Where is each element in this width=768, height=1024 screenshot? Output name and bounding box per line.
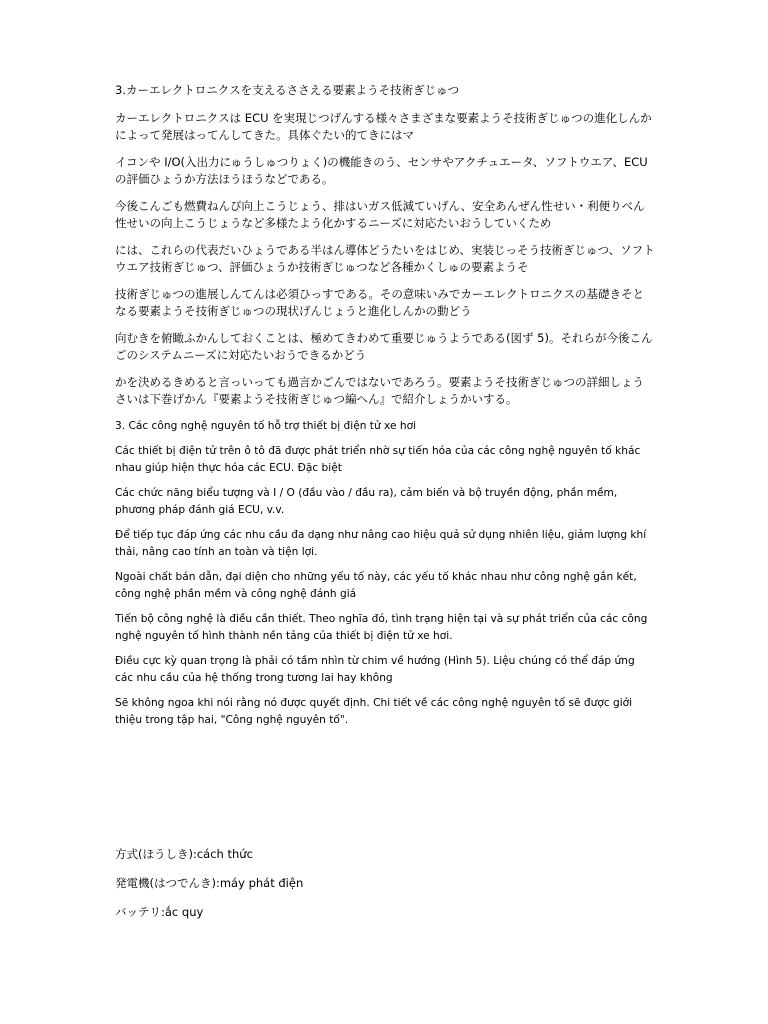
glossary-term: 方式(ほうしき): bbox=[115, 847, 197, 861]
japanese-paragraph: には、これらの代表だいひょうである半はん導体どうたいをはじめ、実装じっそう技術ぎじゅつ、ソフトウエア技術ぎじゅつ、評価ひょうか技術ぎじゅつなど各種かくしゅの要素ようそ bbox=[115, 243, 655, 274]
glossary-meaning: cách thức bbox=[196, 847, 253, 861]
glossary-term: 発電機(はつでんき): bbox=[115, 876, 220, 890]
glossary-item bbox=[115, 904, 655, 921]
japanese-paragraph: カーエレクトロニクスは ECU を実現じつげんする様々さまざまな要素ようそ技術ぎじゅつの進化しんかによって発展はってんしてきた。具体ぐたい的てきにはマ bbox=[115, 111, 652, 142]
vietnamese-paragraph: Tiến bộ công nghệ là điều cần thiết. Theo nghĩa đó, tình trạng hiện tại và sự phát triển của các công nghệ nguyên tố hình thành nền tảng của thiết bị điện tử xe hơi. bbox=[115, 613, 648, 642]
vietnamese-paragraph: Các thiết bị điện tử trên ô tô đã được phát triển nhờ sự tiến hóa của các công nghệ nguyên tố khác nhau giúp hiện thực hóa các ECU. Đặc biệt bbox=[115, 445, 641, 474]
japanese-paragraph: 技術ぎじゅつの進展しんてんは必須ひっすである。その意味いみでカーエレクトロニクスの基礎きそとなる要素ようそ技術ぎじゅつの現状げんじょうと進化しんかの動どう bbox=[115, 287, 644, 318]
vietnamese-paragraph: Sẽ không ngoa khi nói rằng nó được quyết định. Chi tiết về các công nghệ nguyên tố sẽ được giới thiệu trong tập hai, "Công nghệ nguyên tố". bbox=[115, 697, 633, 726]
japanese-paragraph: イコンや I/O(入出力にゅうしゅつりょく)の機能きのう、センサやアクチュエータ、ソフトウエア、ECU の評価ひょうか方法ほうほうなどである。 bbox=[115, 155, 648, 186]
japanese-heading: 3.カーエレクトロニクスを支えるささえる要素ようそ技術ぎじゅつ bbox=[115, 83, 460, 97]
japanese-paragraph: 向むきを俯瞰ふかんしておくことは、極めてきわめて重要じゅうようである(図ず 5)。それらが今後こんごのシステムニーズに対応たいおうできるかどう bbox=[115, 331, 653, 362]
japanese-section bbox=[115, 82, 655, 408]
japanese-paragraph: 今後こんごも燃費ねんぴ向上こうじょう、排はいガス低減ていげん、安全あんぜん性せい・利便りべん性せいの向上こうじょうなど多様たよう化かするニーズに対応たいおうしていくため bbox=[115, 199, 645, 230]
document-body bbox=[115, 82, 655, 737]
vietnamese-paragraph: Điều cực kỳ quan trọng là phải có tầm nhìn từ chim về hướng (Hình 5). Liệu chúng có thể đáp ứng các nhu cầu của hệ thống trong tương lai hay không bbox=[115, 655, 635, 684]
vietnamese-paragraph: Để tiếp tục đáp ứng các nhu cầu đa dạng như nâng cao hiệu quả sử dụng nhiên liệu, giảm lượng khí thải, nâng cao tính an toàn và tiện lợi. bbox=[115, 529, 647, 558]
japanese-paragraph: かを決めるきめると言っいっても過言かごんではないであろう。要素ようそ技術ぎじゅつの詳細しょうさいは下巻げかん『要素ようそ技術ぎじゅつ編へん』で紹介しょうかいする。 bbox=[115, 375, 644, 406]
glossary-item bbox=[115, 846, 655, 863]
glossary-term: バッテリ: bbox=[115, 905, 165, 919]
vietnamese-paragraph: Ngoài chất bán dẫn, đại diện cho những yếu tố này, các yếu tố khác nhau như công nghệ gắn kết, công nghệ phần mềm và công nghệ đánh giá bbox=[115, 571, 637, 600]
glossary-item bbox=[115, 875, 655, 892]
vietnamese-heading: 3. Các công nghệ nguyên tố hỗ trợ thiết bị điện tử xe hơi bbox=[115, 420, 417, 432]
vietnamese-section bbox=[115, 418, 655, 729]
vietnamese-paragraph: Các chức năng biểu tượng và I / O (đầu vào / đầu ra), cảm biến và bộ truyền động, phần mềm, phương pháp đánh giá ECU, v.v. bbox=[115, 487, 618, 516]
glossary-meaning: ắc quy bbox=[164, 905, 204, 919]
glossary-meaning: máy phát điện bbox=[219, 876, 304, 890]
glossary bbox=[115, 846, 655, 933]
